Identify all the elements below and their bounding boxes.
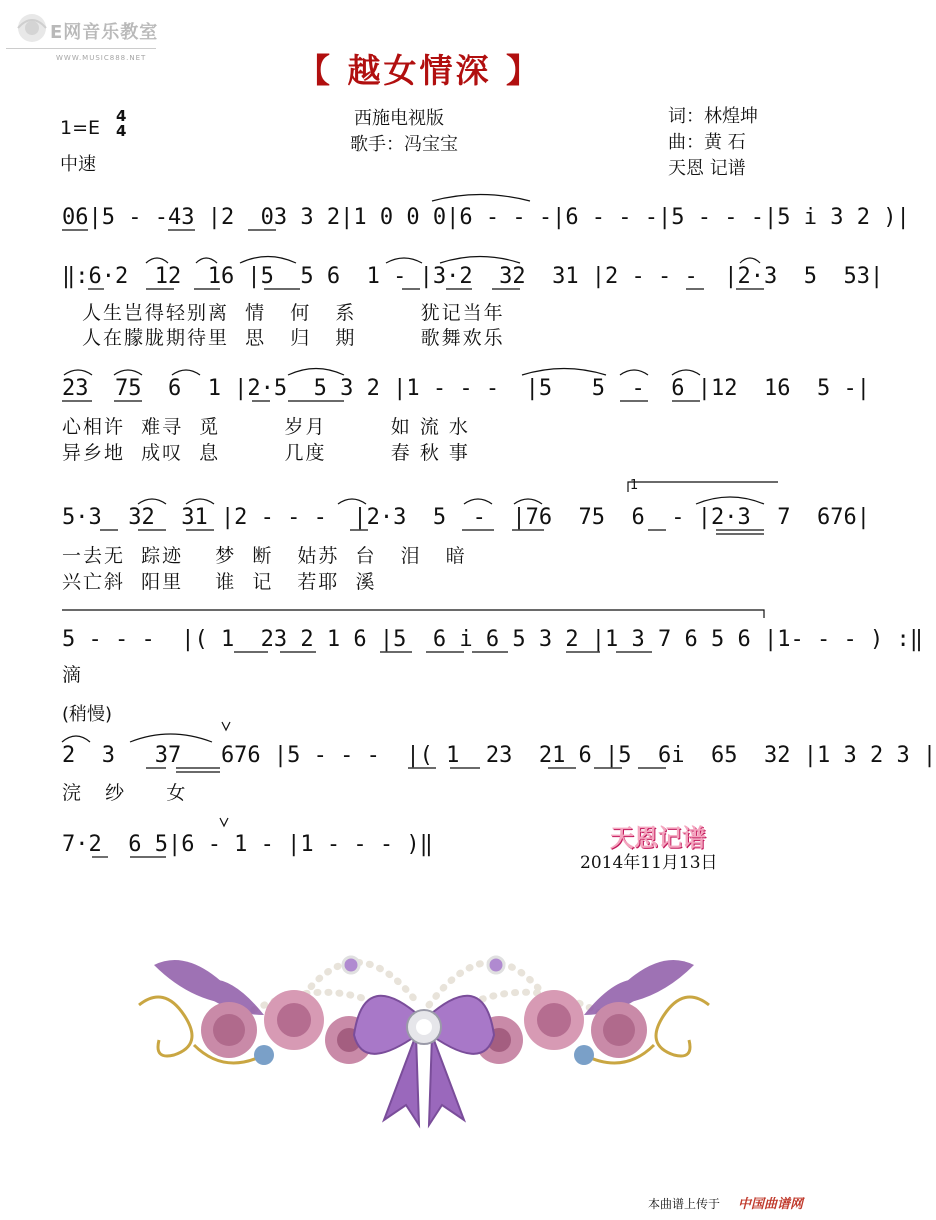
- lyrics-line-4: 滴: [62, 664, 82, 686]
- time-denominator: 4: [116, 122, 127, 140]
- slur-arc: [620, 370, 648, 375]
- lyrics-line-5: 浣 纱 女: [62, 782, 186, 804]
- lyrics-verse1-line1: 人生岂得轻别离 情 何 系 犹记当年: [82, 302, 505, 324]
- slur-arc: [64, 370, 92, 375]
- key-signature: 1=E: [60, 117, 101, 139]
- composer-label: 曲：黄 石: [668, 132, 746, 153]
- ribbon-flower-decoration: [134, 925, 714, 1135]
- tempo-marking: 中速: [60, 154, 96, 175]
- slur-arc: [186, 499, 214, 504]
- slur-arc: [114, 370, 142, 375]
- lyrics-verse2-line3: 兴亡斜 阳里 谁 记 若耶 溪: [62, 571, 377, 593]
- slur-arc: [696, 497, 764, 504]
- slur-arc: [196, 258, 217, 263]
- transcriber-stamp: 天恩记谱: [610, 823, 706, 852]
- notation-row-1: 06|5 - -43 |2 03 3 2|1 0 0 0|6 - - -|6 - - -|5 - - -|5 i 3 2 )|: [62, 205, 910, 230]
- slur-arc: [522, 369, 606, 376]
- notation-row-5: 5 - - - |( 1 23 2 1 6 |5 6 i 6 5 3 2 |1 3 7 6 5 6 |1- - - ) :‖: [62, 627, 923, 652]
- lyrics-verse1-line3: 一去无 踪迹 梦 断 姑苏 台 泪 暗: [62, 545, 467, 567]
- slur-arc: [440, 257, 520, 264]
- lyrics-verse2-line1: 人在朦胧期待里 思 归 期 歌舞欢乐: [82, 327, 505, 349]
- slur-arc: [338, 499, 366, 504]
- slur-arc: [172, 370, 200, 375]
- slur-arc: [138, 499, 166, 504]
- slur-arc: [240, 257, 296, 264]
- tie-arc: [432, 195, 530, 202]
- phrase-line: [62, 610, 764, 618]
- breath-mark: [222, 722, 230, 730]
- lyricist-label: 词：林煌坤: [668, 106, 758, 127]
- slur-arc: [740, 258, 760, 263]
- watermark-site: E网音乐教室: [50, 22, 159, 43]
- breath-mark: [220, 818, 228, 826]
- slur-arc: [464, 499, 492, 504]
- volta-bracket: [628, 482, 778, 492]
- notation-row-4: 5·3 32 31 |2 - - - |2·3 5 - |76 75 6 - |2·3 7 676|: [62, 505, 870, 530]
- notation-row-6: 2 3 37 676 |5 - - - |( 1 23 21 6 |5 6i 65 32 |1 3 2 3 |: [62, 743, 936, 768]
- time-numerator: 4: [116, 107, 127, 125]
- slur-arc: [386, 258, 422, 263]
- song-title: 【 越女情深 】: [297, 51, 542, 90]
- slur-arc: [288, 369, 344, 376]
- footer-upload-text: 本曲谱上传于: [648, 1197, 721, 1211]
- notation-row-7: 7·2 6 5|6 - 1 - |1 - - - )‖: [62, 832, 433, 857]
- singer-label: 歌手：冯宝宝: [350, 134, 458, 155]
- transcription-date: 2014年11月13日: [580, 853, 718, 873]
- volta-number: 1: [630, 478, 639, 493]
- slur-arc: [514, 499, 542, 504]
- watermark-url: WWW.MUSIC888.NET: [56, 54, 147, 62]
- slur-arc: [672, 370, 700, 375]
- slur-arc: [130, 734, 212, 742]
- lyrics-verse1-line2: 心相许 难寻 觅 岁月 如 流 水: [62, 416, 470, 438]
- notation-row-2: ‖:6·2 12 16 |5 5 6 1 - |3·2 32 31 |2 - - - |2·3 5 53|: [62, 264, 884, 289]
- lyrics-verse2-line2: 异乡地 成叹 息 几度 春 秋 事: [62, 442, 470, 464]
- transcriber-label: 天恩 记谱: [668, 158, 746, 179]
- bow: [354, 996, 494, 1125]
- notation-row-3: 23 75 6 1 |2·5 5 3 2 |1 - - - |5 5 - 6 |12 16 5 -|: [62, 376, 870, 401]
- slur-arc: [62, 736, 90, 742]
- tempo-change: (稍慢): [62, 704, 113, 725]
- version-label: 西施电视版: [354, 108, 444, 129]
- slur-arc: [146, 258, 168, 263]
- footer-site-logo: 中国曲谱网: [738, 1197, 804, 1212]
